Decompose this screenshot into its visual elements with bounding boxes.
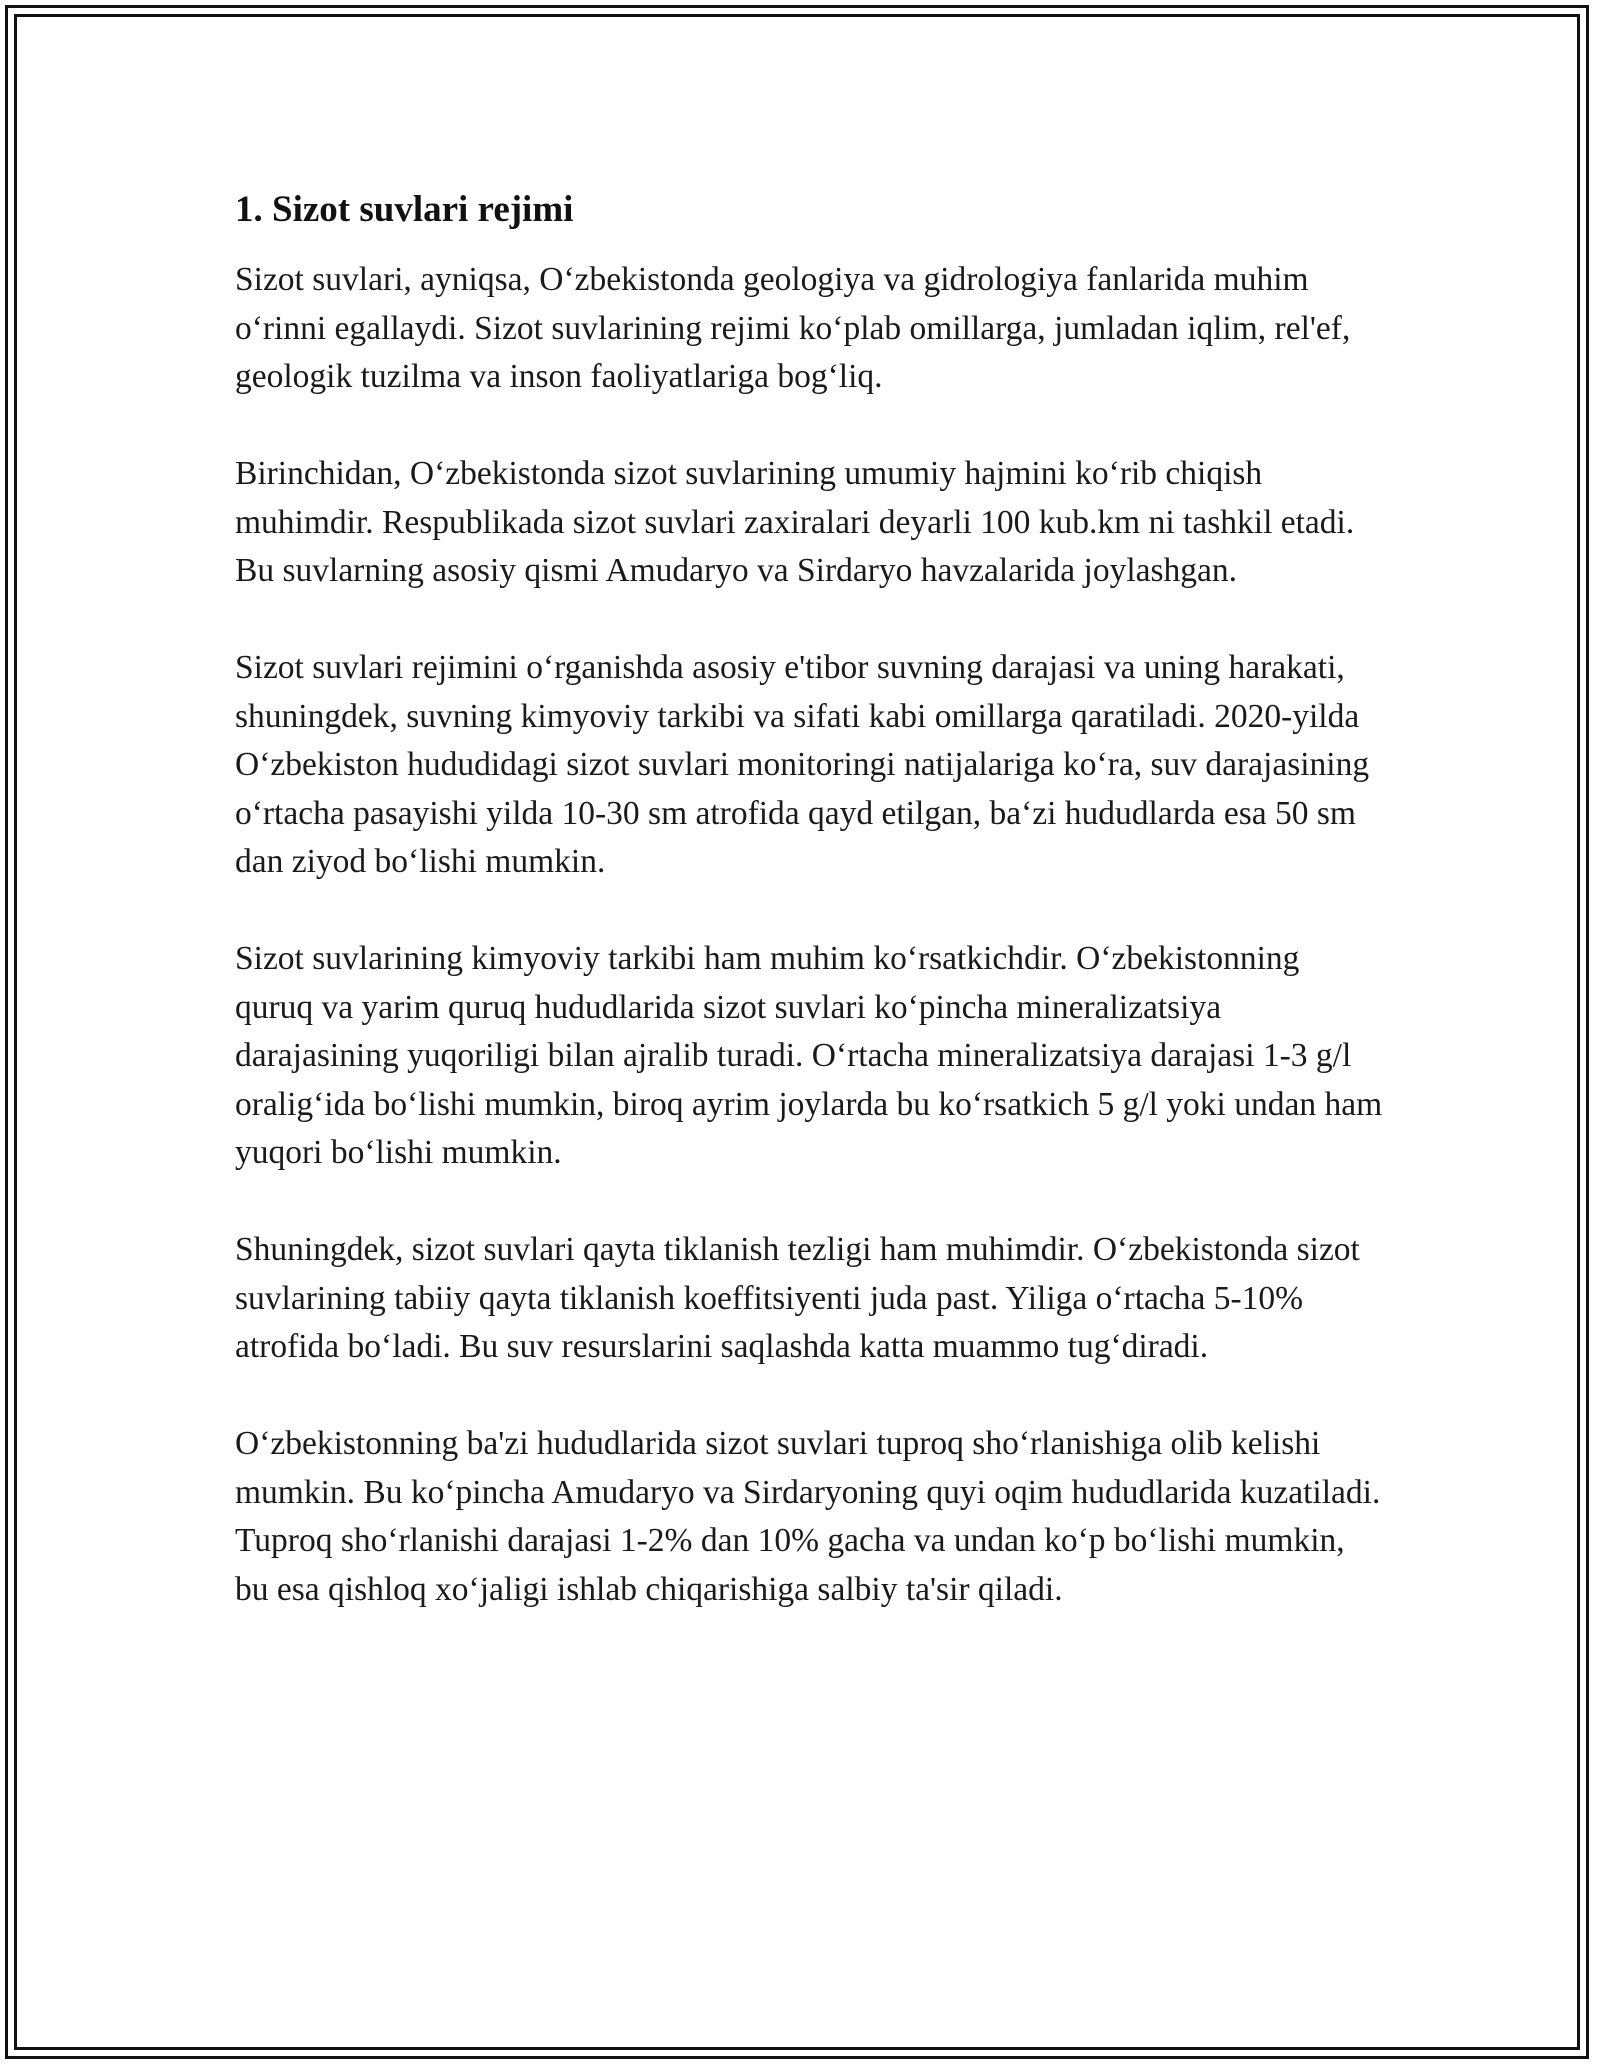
paragraph-salinization: O‘zbekistonning ba'zi hududlarida sizot suvlari tuproq sho‘rlanishiga olib kelishi mumkin. Bu ko‘pincha Amudaryo va Sirdaryoning quyi oqim hududlarida kuzatiladi. Tuproq sho‘rlanishi darajasi 1-2% dan 10% gacha va undan ko‘p bo‘lishi mumkin, bu esa qishloq xo‘jaligi ishlab chiqarishiga salbiy ta'sir qiladi.	[235, 1425, 1381, 1608]
paragraph-recharge: Shuningdek, sizot suvlari qayta tiklanish tezligi ham muhimdir. O‘zbekistonda sizot suvlarining tabiiy qayta tiklanish koeffitsiyenti juda past. Yiliga o‘rtacha 5-10% atrofida bo‘ladi. Bu suv resurslarini saqlashda katta muammo tug‘diradi.	[235, 1231, 1360, 1365]
paragraph-volume: Birinchidan, O‘zbekistonda sizot suvlarining umumiy hajmini ko‘rib chiqish muhimdir. Respublikada sizot suvlari zaxiralari deyarli 100 kub.km ni tashkil etadi. Bu suvlarning asosiy qismi Amudaryo va Sirdaryo havzalarida joylashgan.	[235, 455, 1355, 589]
document-body	[235, 186, 1385, 1614]
paragraph-level: Sizot suvlari rejimini o‘rganishda asosiy e'tibor suvning darajasi va uning harakati, shuningdek, suvning kimyoviy tarkibi va sifati kabi omillarga qaratiladi. 2020-yilda O‘zbekiston hududidagi sizot suvlari monitoringi natijalariga ko‘ra, suv darajasining o‘rtacha pasayishi yilda 10-30 sm atrofida qayd etilgan, ba‘zi hududlarda esa 50 sm dan ziyod bo‘lishi mumkin.	[235, 649, 1370, 880]
paragraph-chemistry: Sizot suvlarining kimyoviy tarkibi ham muhim ko‘rsatkichdir. O‘zbekistonning quruq va yarim quruq hududlarida sizot suvlari ko‘pincha mineralizatsiya darajasining yuqoriligi bilan ajralib turadi. O‘rtacha mineralizatsiya darajasi 1-3 g/l oralig‘ida bo‘lishi mumkin, biroq ayrim joylarda bu ko‘rsatkich 5 g/l yoki undan ham yuqori bo‘lishi mumkin.	[235, 940, 1383, 1171]
paragraph-intro: Sizot suvlari, ayniqsa, O‘zbekistonda geologiya va gidrologiya fanlarida muhim o‘rinni egallaydi. Sizot suvlarining rejimi ko‘plab omillarga, jumladan iqlim, rel'ef, geologik tuzilma va inson faoliyatlariga bog‘liq.	[235, 261, 1351, 395]
section-heading: 1. Sizot suvlari rejimi	[235, 189, 574, 230]
